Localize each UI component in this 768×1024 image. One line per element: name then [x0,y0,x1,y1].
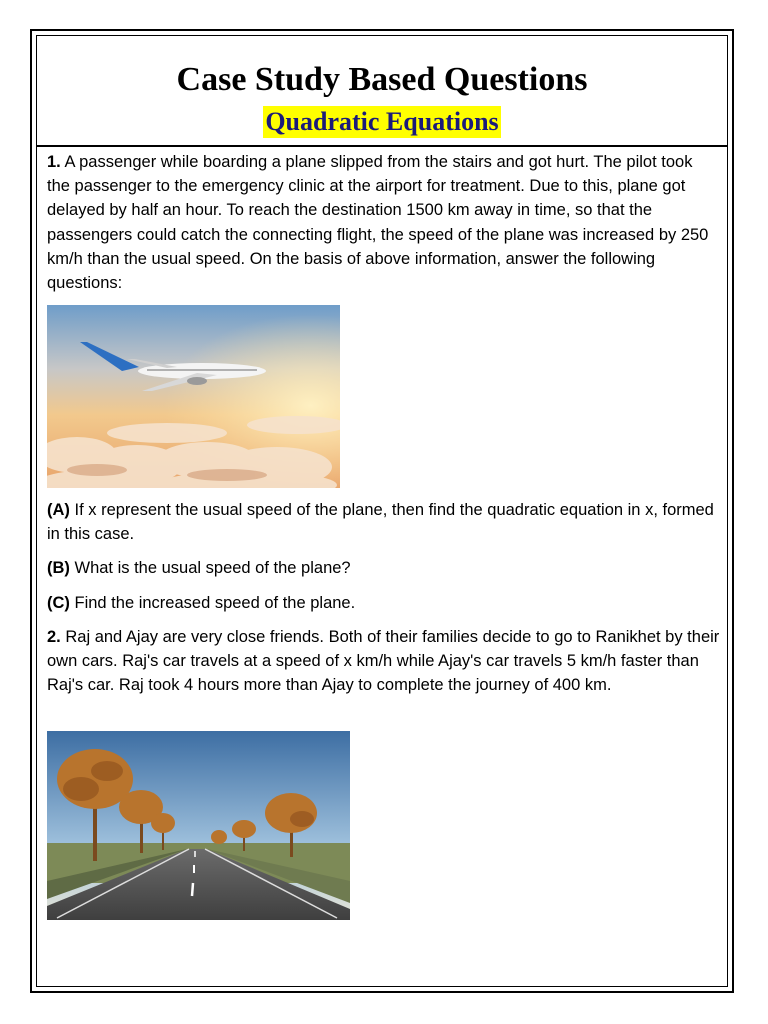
part-b-text: What is the usual speed of the plane? [74,559,351,578]
question-2-paragraph [47,625,727,698]
part-a-text: If x represent the usual speed of the plane, then find the quadratic equation in x, formed in this case. [47,501,714,544]
question-1-parts [47,498,727,697]
part-c [47,591,727,615]
airplane-image [47,305,340,488]
part-c-text: Find the increased speed of the plane. [74,593,356,612]
question-1-paragraph [47,150,719,295]
part-b [47,556,727,580]
page-subtitle: Quadratic Equations [265,107,499,136]
question-1-text-block [47,150,719,295]
part-a-label: (A) [47,501,70,519]
part-a [47,498,727,546]
page-title: Case Study Based Questions [176,61,588,98]
part-c-label: (C) [47,593,70,612]
question-2-number: 2. [47,627,61,646]
road-image [47,731,350,920]
question-1-number: 1. [47,153,61,171]
question-1-text: A passenger while boarding a plane slipped from the stairs and got hurt. The pilot took the passenger to the emergency clinic at the airport for treatment. Due to this, plane got delayed by half an hour. To reach the destination 1500 km away in time, so that the passengers could catch the connecting flight, the speed of the plane was increased by 250 km/h than the usual speed. On the basis of above information, answer the following questions: [47,153,709,293]
subtitle-container [36,106,728,138]
question-2-text: Raj and Ajay are very close friends. Both of their families decide to go to Ranikhet by their own cars. Raj's car travels at a speed of x km/h while Ajay's car travels 5 km/h faster than Raj's car. Raj took 4 hours more than Ajay to complete the journey of 400 km. [47,627,720,695]
part-b-label: (B) [47,559,70,578]
header-divider [36,145,728,147]
